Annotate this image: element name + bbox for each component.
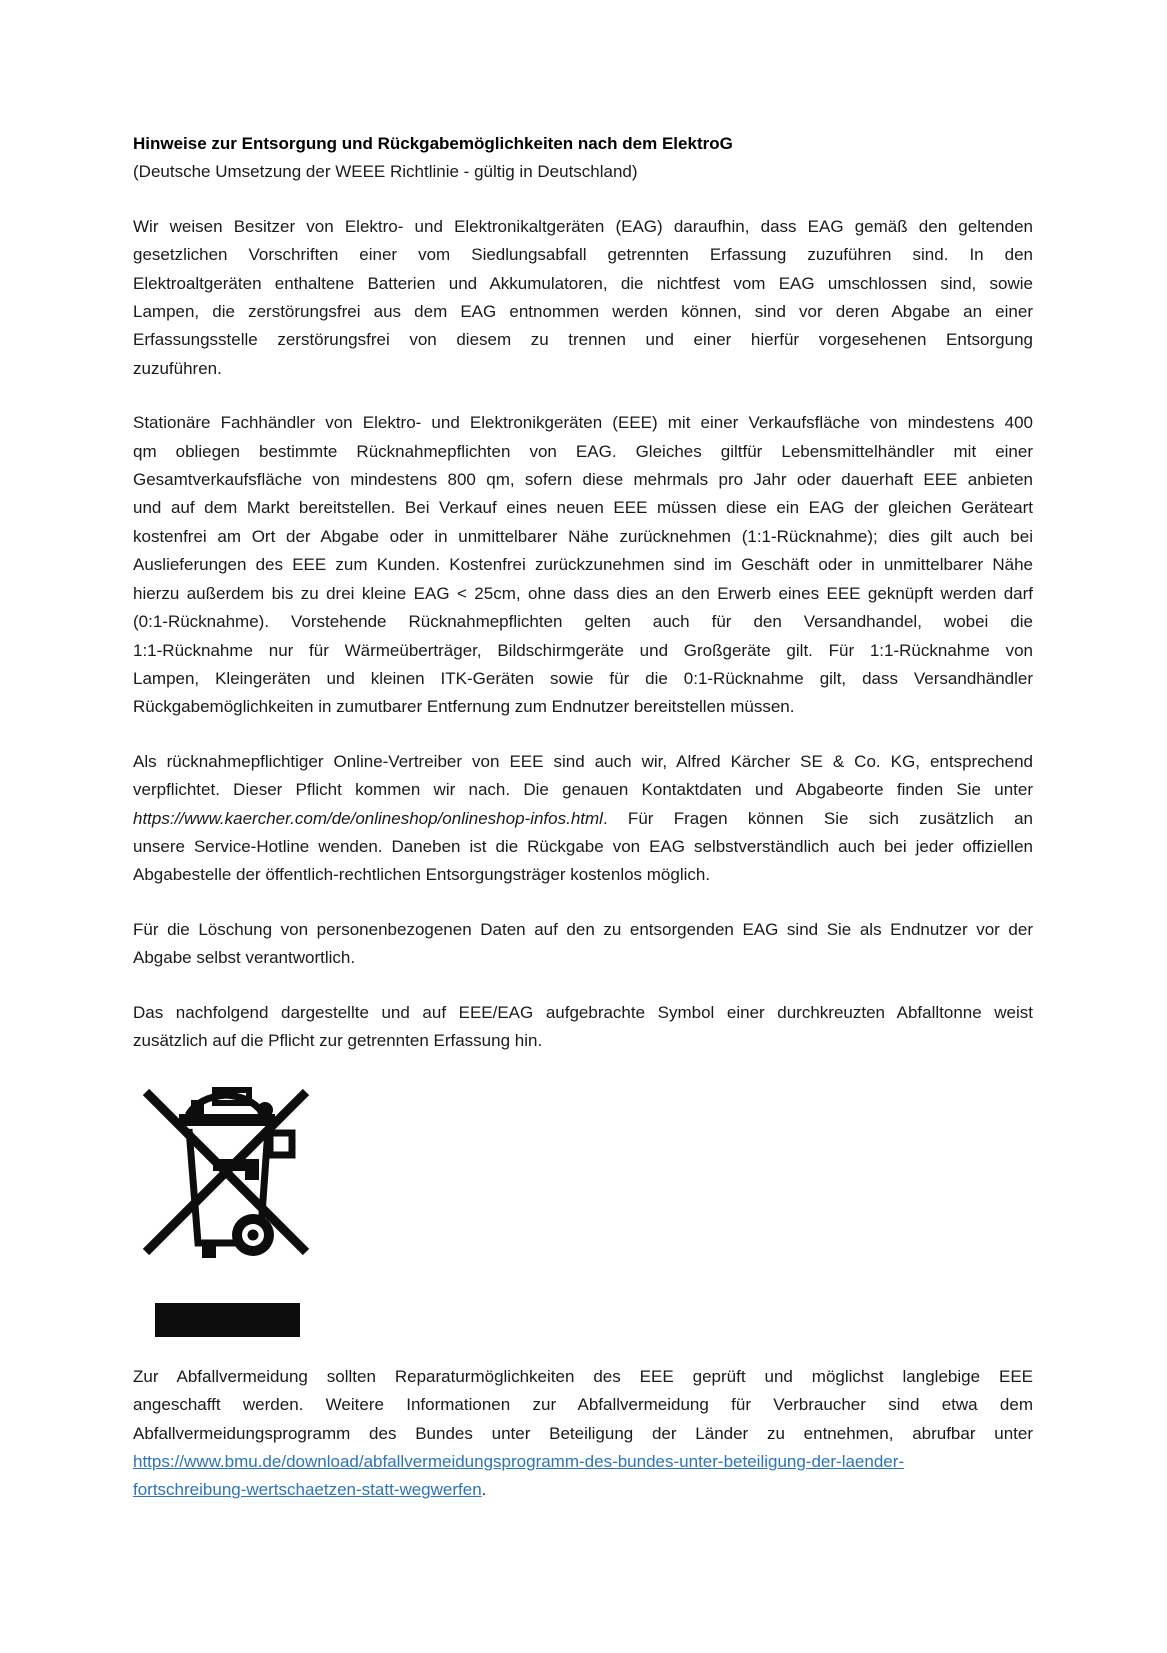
text-segment: Erfassungsstelle zerstörungsfrei von diesem zu trennen und einer hierfür vorgesehenen Entsorgung (133, 330, 1033, 350)
text-segment: hierzu außerdem bis zu drei kleine EAG < 25cm, ohne dass dies an den Erwerb eines EEE geknüpft werden darf (133, 583, 1033, 603)
hyperlink-text[interactable]: https://www.bmu.de/download/abfallvermeidungsprogramm-des-bundes-unter-beteiligung-der-laender- (133, 1452, 905, 1471)
text-line (133, 1448, 1033, 1476)
text-line (133, 355, 1033, 383)
text-line (133, 805, 1033, 833)
crossed-out-wheelie-bin-icon (141, 1085, 311, 1259)
text-segment: Elektroaltgeräten enthaltene Batterien und Akkumulatoren, die nichtfest vom EAG umschlossen sind, sowie (133, 273, 1033, 293)
text-line (133, 999, 1033, 1027)
text-line (133, 270, 1033, 298)
text-segment: unsere Service-Hotline wenden. Daneben ist die Rückgabe von EAG selbstverständlich auch bei jeder offiziellen (133, 836, 1033, 856)
text-line (133, 523, 1033, 551)
paragraph (133, 748, 1033, 890)
paragraph (133, 916, 1033, 973)
text-line (133, 551, 1033, 579)
footer-paragraphs (133, 1363, 1033, 1505)
text-segment: Lampen, Kleingeräten und kleinen ITK-Geräten sowie für die 0:1-Rücknahme gilt, dass Versandhändler (133, 668, 1033, 688)
document-title: Hinweise zur Entsorgung und Rückgabemöglichkeiten nach dem ElektroG (133, 134, 733, 153)
text-segment: kostenfrei am Ort der Abgabe oder in unmittelbarer Nähe zurücknehmen (1:1-Rücknahme); dies gilt auch bei (133, 526, 1033, 546)
paragraph (133, 1363, 1033, 1505)
text-line (133, 1363, 1033, 1391)
body-paragraphs (133, 213, 1033, 1056)
text-segment: Als rücknahmepflichtiger Online-Vertreiber von EEE sind auch wir, Alfred Kärcher SE & Co. KG, entsprechend (133, 751, 1033, 771)
text-segment: https://www.kaercher.com/de/onlineshop/onlineshop-infos.html (133, 808, 603, 828)
text-line (133, 326, 1033, 354)
weee-black-bar (155, 1303, 300, 1337)
text-segment: gesetzlichen Vorschriften einer vom Siedlungsabfall getrennten Erfassung zuzuführen sind. In den (133, 245, 1033, 265)
text-segment: Stationäre Fachhändler von Elektro- und Elektronikgeräten (EEE) mit einer Verkaufsfläche von mindestens 400 (133, 413, 1033, 433)
text-line (133, 580, 1033, 608)
text-line (133, 693, 1033, 721)
text-segment: Für die Löschung von personenbezogenen Daten auf den zu entsorgenden EAG sind Sie als Endnutzer vor der (133, 919, 1033, 939)
text-segment: Zur Abfallvermeidung sollten Reparaturmöglichkeiten des EEE geprüft und möglichst langlebige EEE (133, 1366, 1033, 1386)
paragraph (133, 999, 1033, 1056)
text-line (133, 916, 1033, 944)
text-line (133, 466, 1033, 494)
text-segment: Abgabestelle der öffentlich-rechtlichen Entsorgungsträger kostenlos möglich. (133, 865, 711, 885)
text-segment: Gesamtverkaufsfläche von mindestens 800 qm, sofern diese mehrmals pro Jahr oder dauerhaft EEE anbieten (133, 470, 1033, 490)
text-line (133, 1476, 1033, 1504)
text-line (133, 748, 1033, 776)
text-line (133, 1391, 1033, 1419)
text-segment: angeschafft werden. Weitere Informationen zur Abfallvermeidung für Verbraucher sind etwa dem (133, 1395, 1033, 1415)
text-line (133, 213, 1033, 241)
document-subtitle: (Deutsche Umsetzung der WEEE Richtlinie - gültig in Deutschland) (133, 162, 638, 182)
text-line (133, 861, 1033, 889)
text-segment: qm obliegen bestimmte Rücknahmepflichten von EAG. Gleiches giltfür Lebensmittelhändler mit einer (133, 441, 1033, 461)
text-line (133, 438, 1033, 466)
text-segment: Wir weisen Besitzer von Elektro- und Elektronikaltgeräten (EAG) daraufhin, dass EAG gemäß den geltenden (133, 216, 1033, 236)
text-segment: verpflichtet. Dieser Pflicht kommen wir nach. Die genauen Kontaktdaten und Abgabeorte finden Sie unter (133, 780, 1033, 800)
paragraph (133, 213, 1033, 383)
text-segment: Abfallvermeidungsprogramm des Bundes unter Beteiligung der Länder zu entnehmen, abrufbar unter (133, 1423, 1033, 1443)
text-line (133, 608, 1033, 636)
text-line (133, 776, 1033, 804)
text-segment: Rückgabemöglichkeiten in zumutbarer Entfernung zum Endnutzer bereitstellen müssen. (133, 697, 795, 717)
text-line (133, 298, 1033, 326)
text-segment: Lampen, die zerstörungsfrei aus dem EAG entnommen werden können, sind vor deren Abgabe an einer (133, 302, 1033, 322)
text-segment: Auslieferungen des EEE zum Kunden. Kostenfrei zurückzunehmen sind im Geschäft oder in unmittelbarer Nähe (133, 555, 1033, 575)
text-line (133, 409, 1033, 437)
text-segment: Das nachfolgend dargestellte und auf EEE/EAG aufgebrachte Symbol einer durchkreuzten Abfalltonne weist (133, 1002, 1033, 1022)
text-segment: zuzuführen. (133, 358, 222, 378)
text-segment: 1:1-Rücknahme nur für Wärmeüberträger, Bildschirmgeräte und Großgeräte gilt. Für 1:1-Rücknahme von (133, 640, 1033, 660)
text-segment: zusätzlich auf die Pflicht zur getrennten Erfassung hin. (133, 1030, 543, 1050)
text-line (133, 1027, 1033, 1055)
text-line (133, 1420, 1033, 1448)
text-segment: . Für Fragen können Sie sich zusätzlich an (602, 808, 1033, 828)
text-line (133, 665, 1033, 693)
text-segment: und auf dem Markt bereitstellen. Bei Verkauf eines neuen EEE müssen diese ein EAG der gleichen Geräteart (133, 498, 1033, 518)
text-segment: (0:1-Rücknahme). Vorstehende Rücknahmepflichten gelten auch für den Versandhandel, wobei die (133, 612, 1033, 632)
weee-symbol (141, 1085, 321, 1336)
text-segment: . (481, 1480, 487, 1500)
text-line (133, 494, 1033, 522)
text-line (133, 637, 1033, 665)
hyperlink-text[interactable]: fortschreibung-wertschaetzen-statt-wegwerfen (133, 1480, 482, 1500)
text-line (133, 241, 1033, 269)
text-line (133, 833, 1033, 861)
text-line (133, 944, 1033, 972)
text-segment: Abgabe selbst verantwortlich. (133, 948, 356, 968)
paragraph (133, 409, 1033, 721)
